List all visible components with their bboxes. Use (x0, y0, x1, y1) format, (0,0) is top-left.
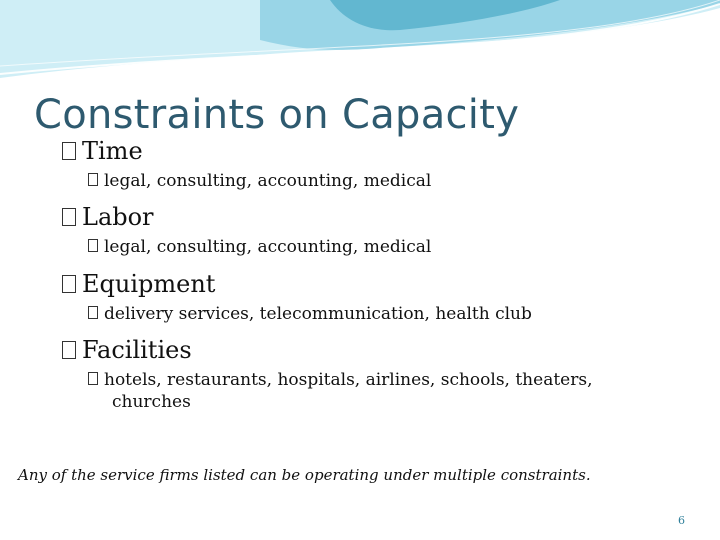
slide-title: Constraints on Capacity (34, 92, 520, 138)
bullet-label: Facilities (82, 336, 192, 364)
bullet-equipment (62, 269, 682, 324)
bullet-level1 (62, 269, 682, 299)
bullet-level1 (62, 202, 682, 232)
bullet-label: Labor (82, 203, 154, 231)
bullet-facilities (62, 335, 682, 412)
sub-bullet-text: legal, consulting, accounting, medical (104, 237, 432, 257)
sub-bullet-text: delivery services, telecommunication, health club (104, 304, 532, 324)
bullet-time (62, 136, 682, 191)
bullet-box-icon (62, 208, 76, 226)
bullet-labor (62, 202, 682, 257)
bullet-level1 (62, 335, 682, 365)
sub-bullet-continuation: churches (112, 392, 191, 412)
page-number: 6 (678, 514, 685, 527)
sub-bullet (88, 236, 628, 258)
bullet-box-icon (62, 275, 76, 293)
sub-bullet (88, 170, 628, 192)
bullet-box-icon (88, 372, 98, 385)
sub-bullet-text: legal, consulting, accounting, medical (104, 171, 432, 191)
bullet-box-icon (88, 306, 98, 319)
sub-bullet (88, 369, 628, 413)
bullet-box-icon (88, 239, 98, 252)
decorative-banner (0, 0, 720, 100)
bullet-box-icon (62, 341, 76, 359)
bullet-label: Time (82, 137, 143, 165)
bullet-box-icon (88, 173, 98, 186)
bullet-label: Equipment (82, 270, 216, 298)
bullet-box-icon (62, 142, 76, 160)
bullet-level1 (62, 136, 682, 166)
sub-bullet-text: hotels, restaurants, hospitals, airlines, schools, theaters, (104, 370, 593, 390)
sub-bullet (88, 303, 628, 325)
footnote: Any of the service firms listed can be operating under multiple constraints. (18, 466, 591, 484)
